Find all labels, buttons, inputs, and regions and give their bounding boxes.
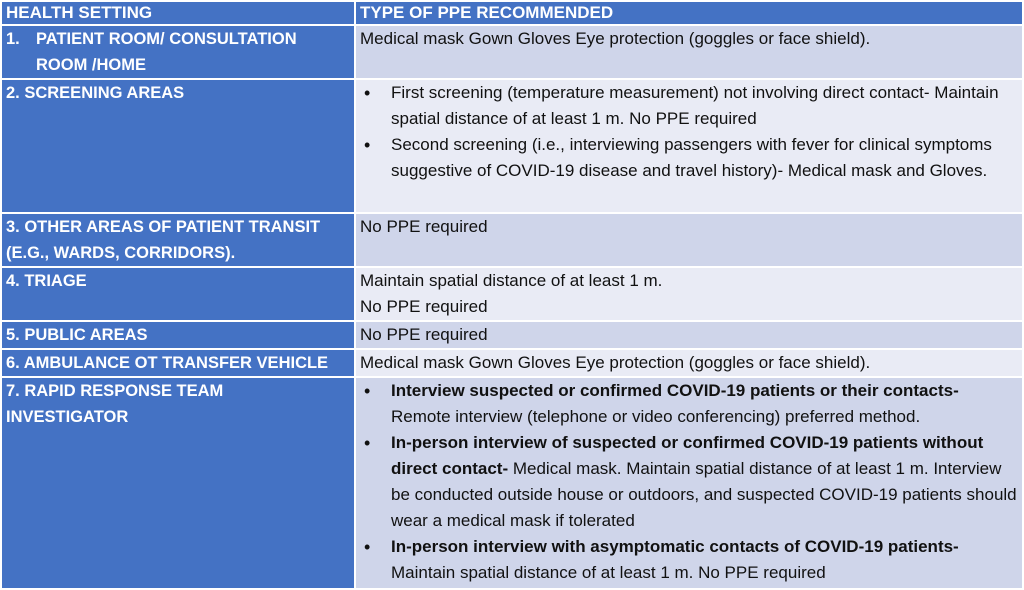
setting-number: 1. [6, 30, 20, 48]
header-ppe-type: TYPE OF PPE RECOMMENDED [355, 1, 1023, 25]
ppe-line: Maintain spatial distance of at least 1 m. [360, 271, 663, 290]
table-row [1, 213, 1023, 267]
setting-cell: 6. AMBULANCE OT TRANSFER VEHICLE [1, 349, 355, 377]
bullet-text: Remote interview (telephone or video conferencing) preferred method. [391, 407, 921, 426]
setting-cell: 7. RAPID RESPONSE TEAM INVESTIGATOR [1, 377, 355, 589]
bullet-item: • First screening (temperature measurement) not involving direct contact- Maintain spatial distance of at least 1 m. No PPE required [360, 80, 1018, 132]
bullet-item: • Second screening (i.e., interviewing passengers with fever for clinical symptoms suggestive of COVID-19 disease and travel history)- Medical mask and Gloves. [360, 132, 1018, 184]
ppe-line: No PPE required [360, 297, 488, 316]
ppe-cell: No PPE required [355, 321, 1023, 349]
table-row [1, 25, 1023, 79]
table-row [1, 377, 1023, 589]
header-health-setting: HEALTH SETTING [1, 1, 355, 25]
bullet-bold-lead: Interview suspected or confirmed COVID-19 patients or their contacts- [391, 381, 959, 400]
ppe-cell [355, 79, 1023, 213]
bullet-item [360, 430, 1018, 534]
setting-text: ROOM /HOME [36, 56, 146, 74]
setting-cell: 4. TRIAGE [1, 267, 355, 321]
ppe-cell [355, 267, 1023, 321]
setting-cell: 5. PUBLIC AREAS [1, 321, 355, 349]
ppe-cell [355, 377, 1023, 589]
table-row [1, 79, 1023, 213]
ppe-cell: No PPE required [355, 213, 1023, 267]
table-header-row [1, 1, 1023, 25]
setting-cell: 2. SCREENING AREAS [1, 79, 355, 213]
table-row [1, 267, 1023, 321]
setting-cell [1, 25, 355, 79]
bullet-bold-lead: In-person interview of suspected or confirmed COVID-19 patients without direct contact- [391, 433, 984, 478]
table-row [1, 321, 1023, 349]
setting-cell: 3. OTHER AREAS OF PATIENT TRANSIT (E.G., WARDS, CORRIDORS). [1, 213, 355, 267]
bullet-item [360, 378, 1018, 430]
setting-text: PATIENT ROOM/ CONSULTATION [36, 30, 297, 48]
ppe-cell: Medical mask Gown Gloves Eye protection (goggles or face shield). [355, 349, 1023, 377]
table-row [1, 349, 1023, 377]
bullet-item [360, 534, 1018, 586]
bullet-text: Medical mask. Maintain spatial distance of at least 1 m. Interview be conducted outside house or outdoors, and suspected COVID-19 patients should wear a medical mask if tolerated [391, 459, 1017, 530]
bullet-bold-lead: In-person interview with asymptomatic contacts of COVID-19 patients- [391, 537, 959, 556]
bullet-text: Maintain spatial distance of at least 1 m. No PPE required [391, 563, 826, 582]
ppe-cell: Medical mask Gown Gloves Eye protection (goggles or face shield). [355, 25, 1023, 79]
